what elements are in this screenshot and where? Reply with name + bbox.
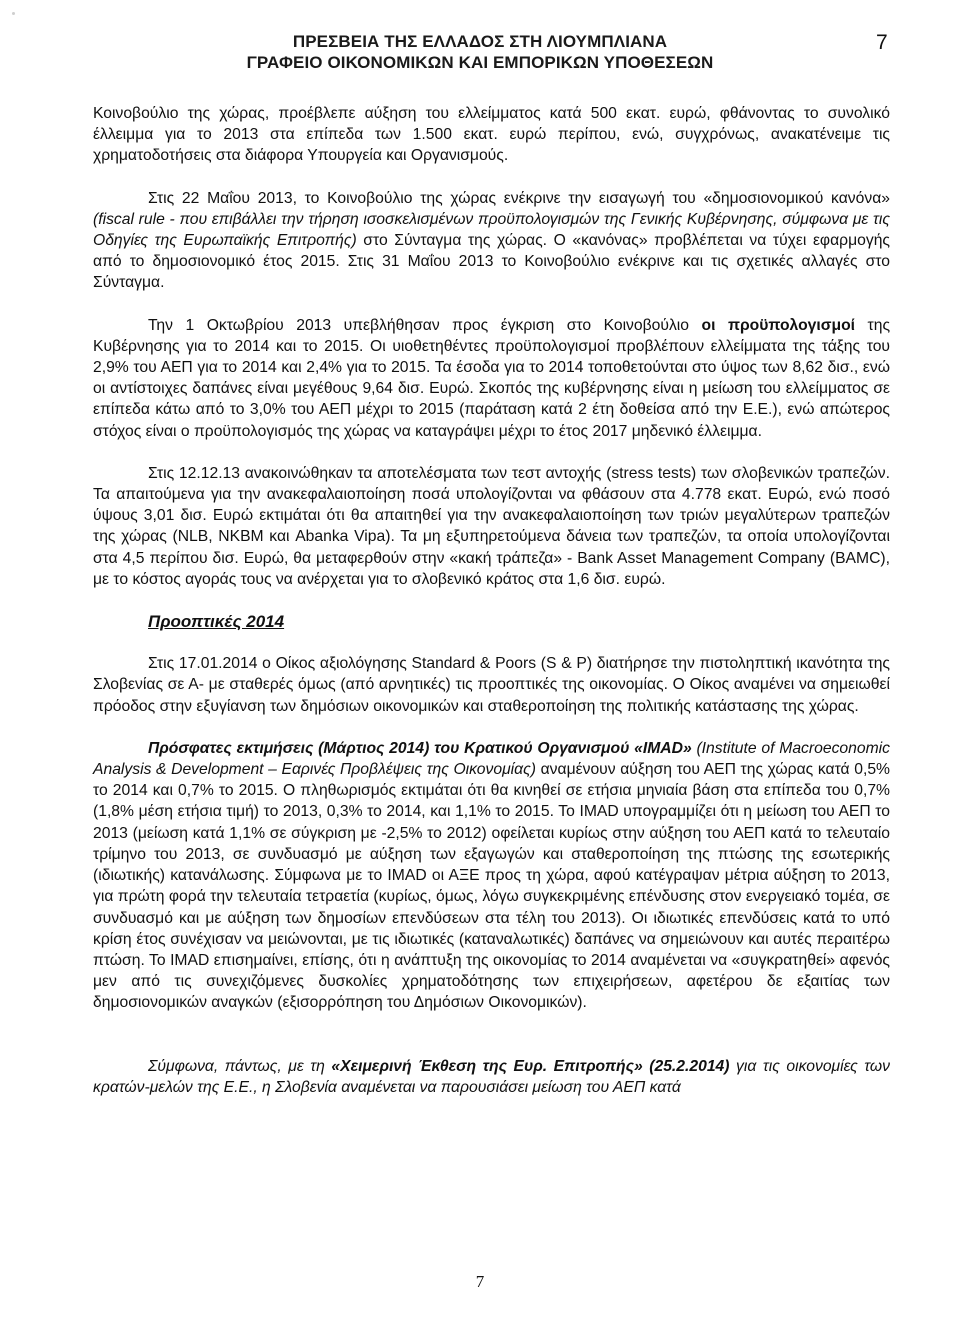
document-body [93, 103, 890, 1098]
paragraph-stress-tests: Στις 12.12.13 ανακοινώθηκαν τα αποτελέσματα των τεστ αντοχής (stress tests) των σλοβενικών τραπεζών. Τα απαιτούμενα για την ανακεφαλαιοποίηση ποσά υπολογίζονται να φθάσουν στα 4.778 εκατ. Ευρώ, ενώ ποσό ύψους 3,01 δισ. Ευρώ εκτιμάται ότι θα απαιτηθεί για την ανακεφαλαιοποίηση των τριών μεγαλύτερων τραπεζών της χώρας (NLB, NKBM και Abanka Vipa). Τα μη εξυπηρετούμενα δάνεια των τραπεζών, τα οποία υπολογίζονται στα 4,5 περίπου δισ. Ευρώ, θα μεταφερθούν στην «κακή τράπεζα» - Bank Asset Management Company (BAMC), με το κόστος αγοράς τους να ανέρχεται για το σλοβενικό κράτος στα 1,6 δισ. ευρώ. [93, 464, 890, 588]
section-heading: Προοπτικές 2014 [148, 612, 285, 632]
paragraph-imad-forecast: Πρόσφατες εκτιμήσεις (Μάρτιος 2014) του Κρατικού Οργανισμού «IMAD» (Institute of Macroeconomic Analysis & Development – Εαρινές Προβλέψεις της Οικονομίας) αναμένουν αύξηση του ΑΕΠ της χώρας κατά 0,5% το 2014 και 0,7% το 2015. Ο πληθωρισμός εκτιμάται ότι θα κινηθεί σε ετήσια μηνιαία βάση στα επίπεδα του 0,7% (1,8% μέση ετήσια τιμή) το 2013, 0,3% το 2014, και 1,1% το 2015. Το IMAD υπογραμμίζει ότι η μείωση του ΑΕΠ το 2013 (μείωση κατά 1,1% σε σύγκριση με -2,5% το 2012) οφείλεται κυρίως στην αύξηση του ΑΕΠ κατά το τελευταίο τρίμηνο του 2013, σε συνδυασμό με αύξηση των εξαγωγών και σταθεροποίηση της πτώσης της εσωτερικής (ιδιωτικής) κατανάλωσης. Σύμφωνα με το IMAD οι ΑΞΕ προς τη χώρα, αφού κατέγραψαν μέτρια αύξηση το 2013, για πρώτη φορά την τελευταία τετραετία (κυρίως, όμως, λόγω συγκεκριμένης επένδυσης στον ενεργειακό τομέα, σε συνδυασμό και με αύξηση των δημοσίων επενδύσεων στα τέλη του 2013). Οι ιδιωτικές επενδύσεις κατά το υπό κρίση έτος συνέχισαν να μειώνονται, με τις ιδιωτικές (καταναλωτικές) δαπάνες να σημειώνουν και αυτές περαιτέρω πτώση. Το IMAD επισημαίνει, επίσης, ότι η ανάπτυξη της οικονομίας το 2014 αναμένεται να «συγκρατηθεί» αφενός μεν από τις συνεχιζόμενες δυσκολίες χρηματοδότησης των επιχειρήσεων, αφετέρου δε εξαιτίας των δημοσιονομικών αναγκών (εξισορρόπηση του Δημόσιων Οικονομικών). [93, 739, 890, 1012]
paragraph-winter-report: Σύμφωνα, πάντως, με τη «Χειμερινή Έκθεση της Ευρ. Επιτροπής» (25.2.2014) για τις οικονομίες των κρατών-μελών της Ε.Ε., η Σλοβενία αναμένεται να παρουσιάσει μείωση του ΑΕΠ κατά [93, 1057, 890, 1096]
paragraph-budget-revision: Κοινοβούλιο της χώρας, προέβλεπε αύξηση του ελλείμματος κατά 500 εκατ. ευρώ, φθάνοντας το συνολικό έλλειμμα για το 2013 στα επίπεδα των 1.500 εκατ. ευρώ περίπου, ενώ, συγχρόνως, ανακατένειμε τις χρηματοδοτήσεις στα διάφορα Υπουργεία και Οργανισμούς. [93, 105, 890, 165]
letterhead-embassy: ΠΡΕΣΒΕΙΑ ΤΗΣ ΕΛΛΑΔΟΣ ΣΤΗ ΛΙΟΥΜΠΛΙΑΝΑ [292, 32, 668, 51]
scan-speck [12, 12, 15, 15]
letterhead-office: ΓΡΑΦΕΙΟ ΟΙΚΟΝΟΜΙΚΩΝ ΚΑΙ ΕΜΠΟΡΙΚΩΝ ΥΠΟΘΕΣΕΩΝ [246, 53, 714, 72]
paragraph-sp-rating: Στις 17.01.2014 ο Οίκος αξιολόγησης Standard & Poors (S & P) διατήρησε την πιστοληπτική ικανότητα της Σλοβενίας σε Α- με σταθερές όμως (από αρνητικές) τις προοπτικές της οικονομίας. Ο Οίκος αναμένει να σημειωθεί πρόοδος στην εξυγίανση των δημόσιων οικονομικών και σταθεροποίηση της πολιτικής κατάστασης της χώρας. [93, 655, 890, 715]
letterhead [0, 31, 960, 73]
paragraph-fiscal-rule: Στις 22 Μαΐου 2013, το Κοινοβούλιο της χώρας ενέκρινε την εισαγωγή του «δημοσιονομικού κανόνα» (fiscal rule - που επιβάλλει την τήρηση ισοσκελισμένων προϋπολογισμών της Γενικής Κυβέρνησης, σύμφωνα με τις Οδηγίες της Ευρωπαϊκής Επιτροπής) στο Σύνταγμα της χώρας. Ο «κανόνας» προβλέπεται να τύχει εφαρμογής από το δημοσιονομικό έτος 2015. Στις 31 Μαΐου 2013 το Κοινοβούλιο ενέκρινε και τις σχετικές αλλαγές στο Σύνταγμα. [93, 189, 890, 292]
page-number-bottom: 7 [475, 1272, 485, 1291]
paragraph-budgets: Την 1 Οκτωβρίου 2013 υπεβλήθησαν προς έγκριση στο Κοινοβούλιο οι προϋπολογισμοί της Κυβέρνησης για το 2014 και το 2015. Οι υιοθετηθέντες προϋπολογισμοί προβλέπουν ελλείμματα της τάξης του 2,9% του ΑΕΠ για το 2014 και 2,4% για το 2015. Τα έσοδα για το 2014 τοποθετούνται στο ύψος των 8,62 δισ., ενώ οι αντίστοιχες δαπάνες είναι μεγέθους 9,64 δισ. Ευρώ. Σκοπός της κυβέρνησης είναι η μείωση του ελλείμματος σε επίπεδα κάτω από το 3,0% του ΑΕΠ μέχρι το 2015 (παράταση κατά 2 έτη δοθείσα από την Ε.Ε.), ενώ απώτερος στόχος είναι ο προϋπολογισμός της χώρας να καταγράψει μέχρι το έτος 2017 μηδενικό έλλειμμα. [93, 316, 890, 440]
page-number-top: 7 [876, 31, 888, 54]
